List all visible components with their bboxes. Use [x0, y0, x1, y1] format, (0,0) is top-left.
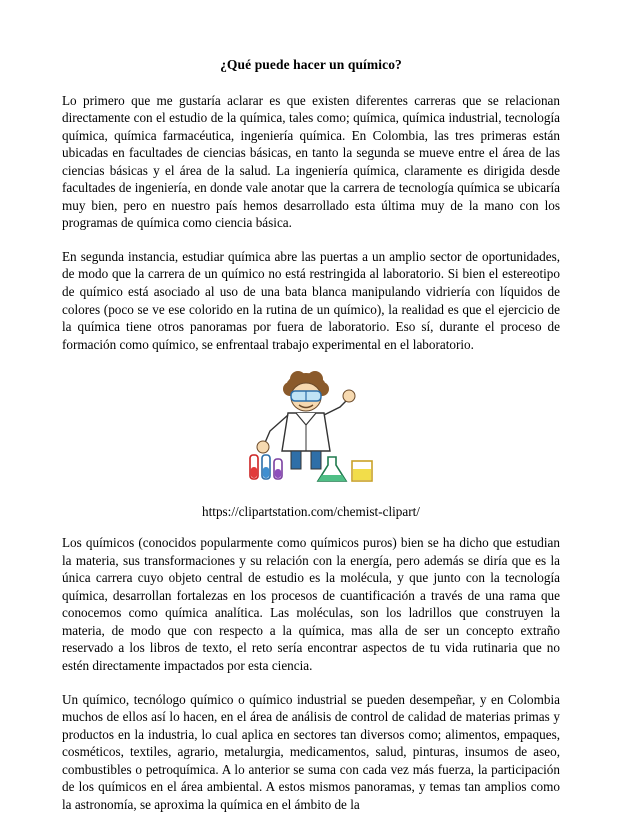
page-title: ¿Qué puede hacer un químico? — [220, 57, 402, 72]
paragraph-1: Lo primero que me gustaría aclarar es que existen diferentes carreras que se relacionan directamente con el estudio de la química, tales como; química, química industrial, tecnología química, química farmacéutica, ingeniería química. En Colombia, las tres primeras están ubicadas en facultades de ciencias básicas, en tanto la segunda se mueve entre el área de las ciencias básicas y el área de la salud. La ingeniería química, claramente es dirigida desde facultades de ingeniería, en donde vale anotar que la carrera de tecnología química se ubicaría muy bien, pero en nuestro país hemos desarrollado esta última muy de la mano con los programas de química como ciencia básica. — [62, 92, 560, 231]
paragraph-2: En segunda instancia, estudiar química abre las puertas a un amplio sector de oportunidades, de modo que la carrera de un químico no está restringida al laboratorio. Si bien el estereotipo de químico está asociado al uso de una bata blanca manipulando vidriería con líquidos de colores (poco se ve ese colorido en la rutina de un químico), la realidad es que el ejercicio de la química tiene otros panoramas por fuera de laboratorio. Eso sí, durante el proceso de formación como químico, se enfrentaal trabajo experimental en el laboratorio. — [62, 248, 560, 352]
figure-caption: https://clipartstation.com/chemist-clipart/ — [202, 504, 420, 520]
figure — [62, 369, 560, 494]
chemist-illustration-icon — [236, 369, 386, 489]
paragraph-4: Un químico, tecnólogo químico o químico industrial se pueden desempeñar, y en Colombia muchos de ellos así lo hacen, en el área de análisis de control de calidad de materias primas y productos en la industria, lo cual aplica en sectores tan diversos como; alimentos, empaques, cosméticos, textiles, agrario, metalurgia, medicamentos, salud, pinturas, insumos de aseo, combustibles o petroquímica. A lo anterior se suma con cada vez más fuerza, la participación de los químicos en el área ambiental. A estos mismos panoramas, y temas tan amplios como la astronomía, se aproxima la química en el ámbito de la — [62, 691, 560, 812]
paragraph-3: Los químicos (conocidos popularmente como químicos puros) bien se ha dicho que estudian la materia, sus transformaciones y su relación con la energía, pero además se diría que es la única carrera cuyo objeto central de estudio es la molécula, y que junto con la tecnología química, desarrollan fortalezas en los procesos de cuantificación a través de una rama que conocemos como química analítica. Las moléculas, son los ladrillos que construyen la materia, de modo que con respecto a la química, mas alla de ser un concepto extraño reservado a los libros de texto, el reto sería encontrar aspectos de tu vida rutinaria que no estén directamente impactados por esta ciencia. — [62, 535, 560, 674]
